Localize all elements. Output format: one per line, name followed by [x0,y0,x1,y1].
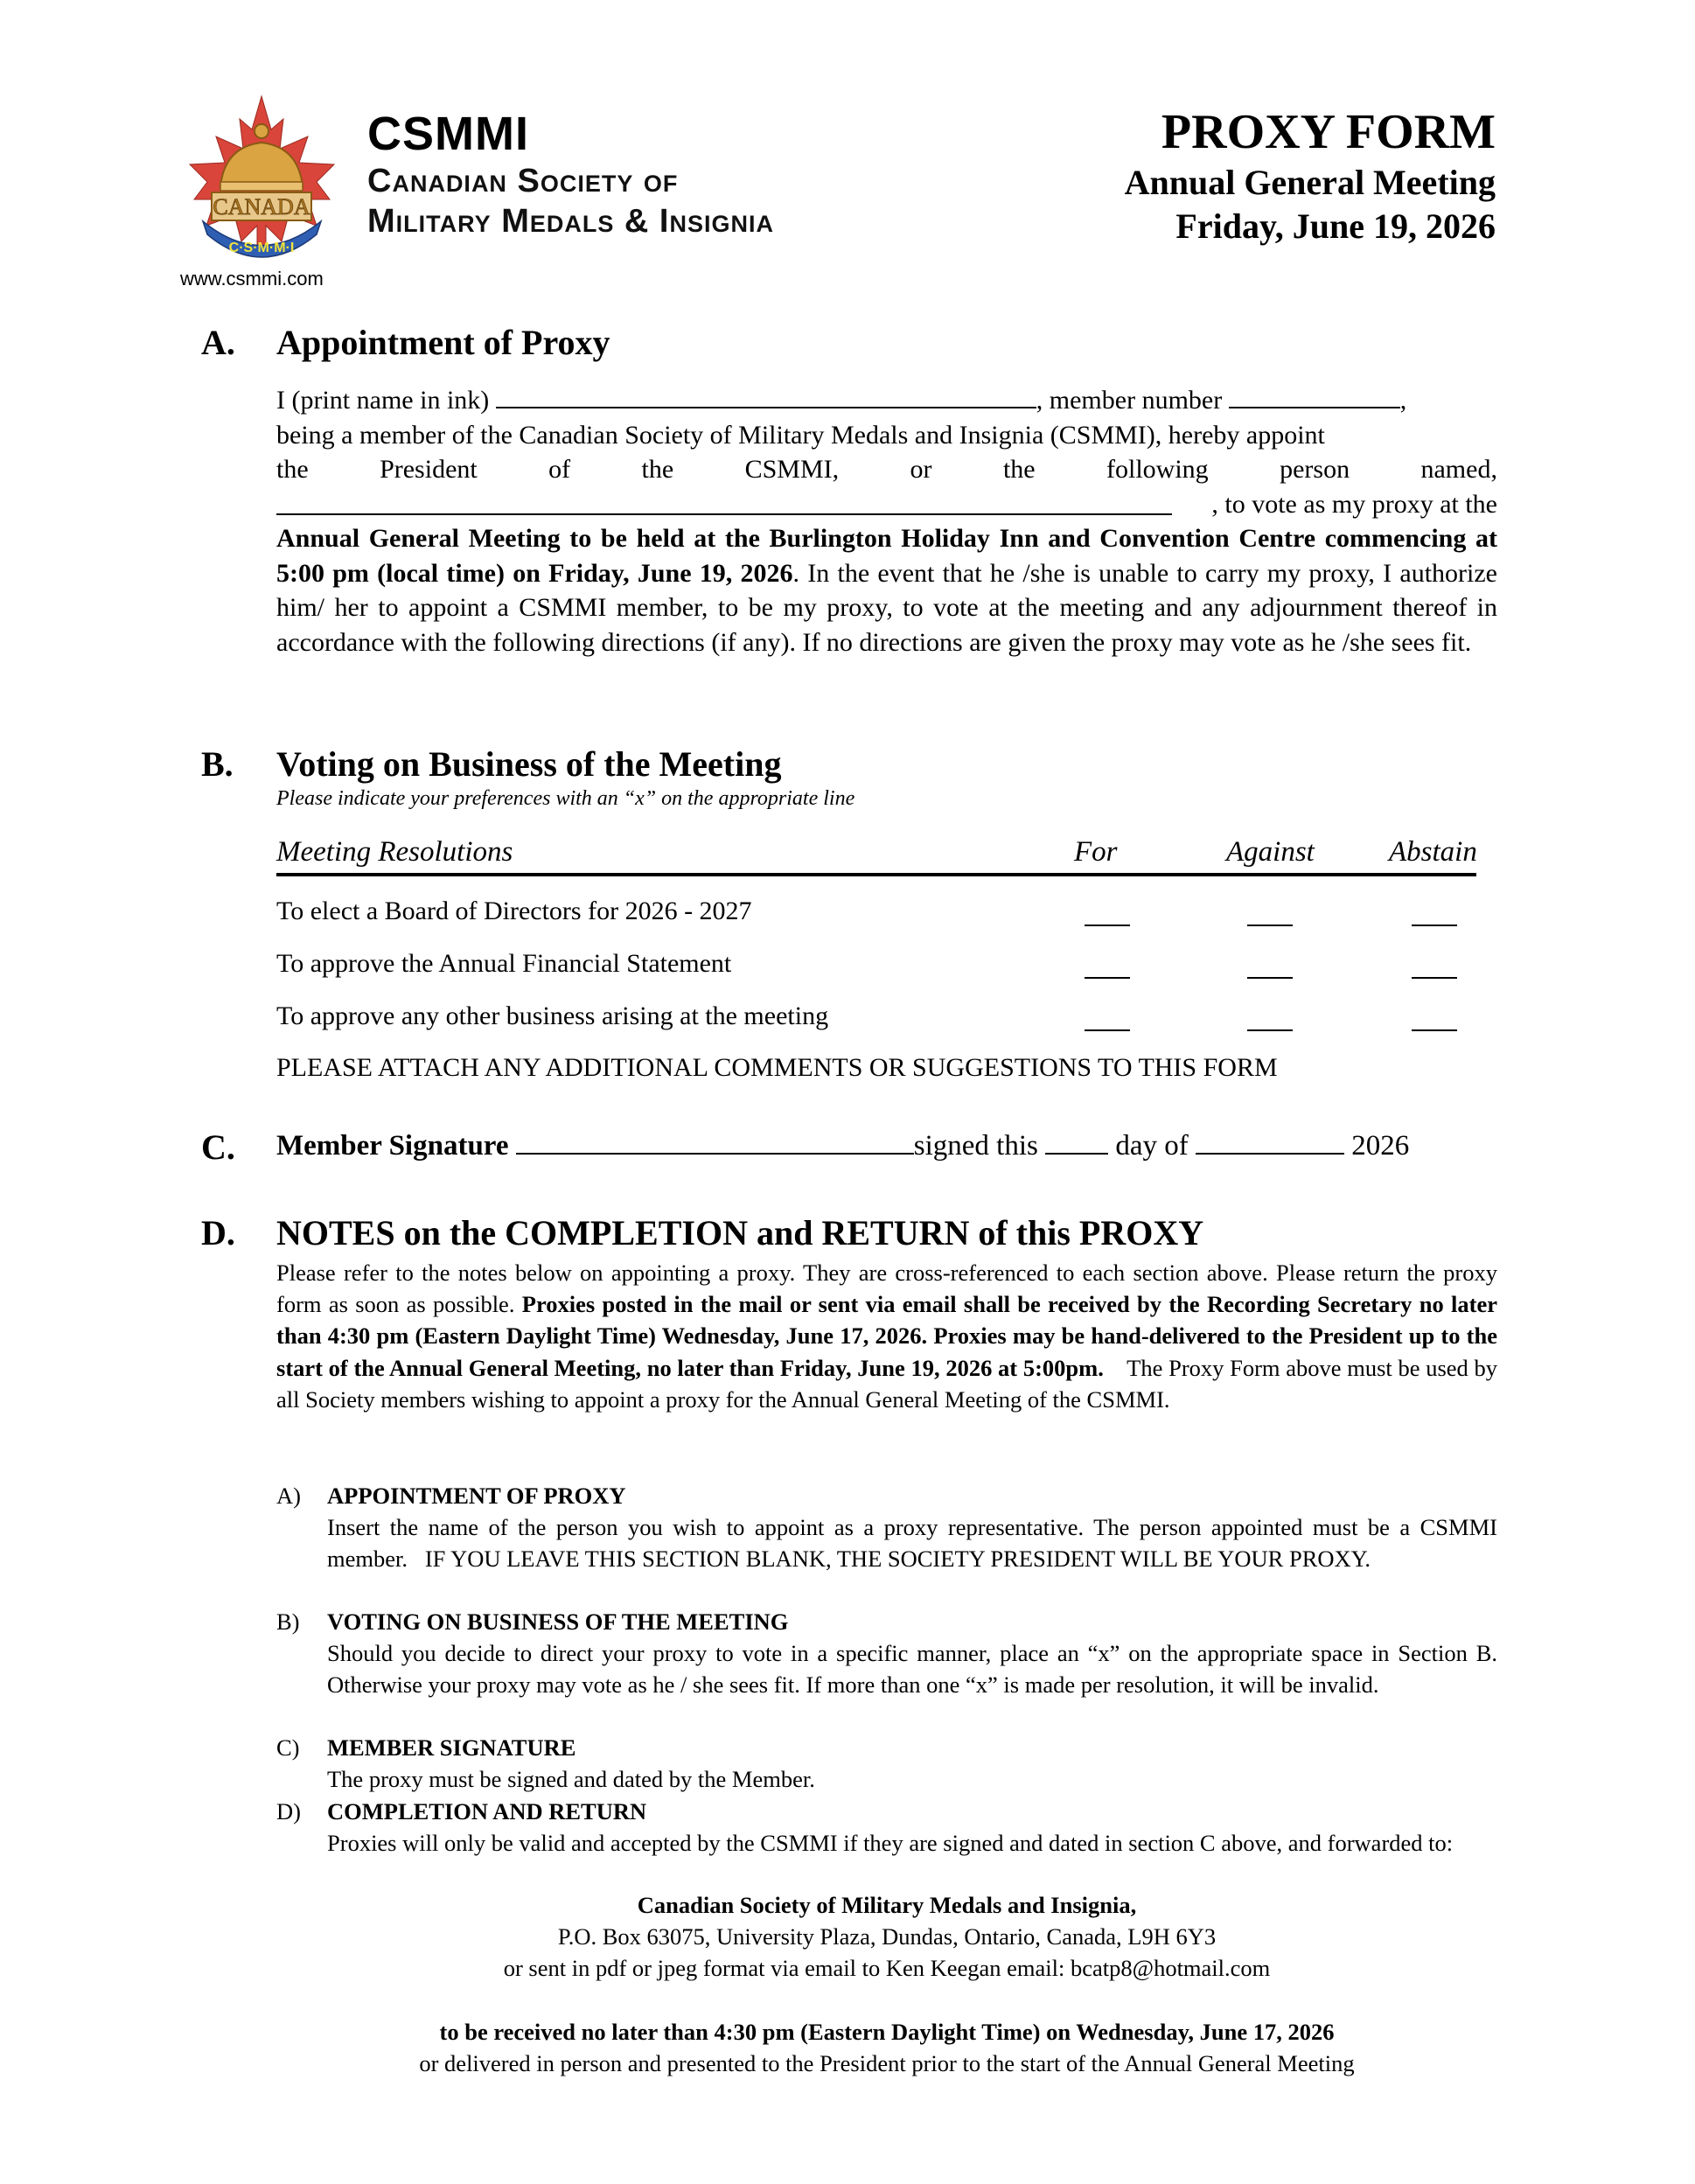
note-text: The proxy must be signed and dated by the Member. [327,1766,815,1792]
appointment-paragraph [276,521,1497,659]
word: of [548,455,571,484]
notes-intro-text: Please refer to the notes below on appointing a proxy. They are cross-referenced to each section above. Please return the proxy form as soon as possible. [276,1259,1497,1318]
day-of-label: day of [1115,1130,1189,1162]
deadline-text: to be received no later than 4:30 pm (Eastern Daylight Time) on Wednesday, June 17, 2026 [439,2019,1335,2045]
note-heading: VOTING ON BUSINESS OF THE MEETING [327,1608,789,1635]
resolution-label: To approve the Annual Financial Statement [276,949,732,978]
vote-abstain-field[interactable] [1412,1029,1457,1031]
meeting-date: Friday, June 19, 2026 [1175,206,1496,246]
note-heading: APPOINTMENT OF PROXY [327,1483,626,1509]
note-letter: D) [276,1798,301,1825]
resolution-label: To elect a Board of Directors for 2026 - 2027 [276,897,752,925]
address-po-box: P.O. Box 63075, University Plaza, Dundas, Ontario, Canada, L9H 6Y3 [557,1923,1217,1950]
note-letter: A) [276,1483,301,1509]
word: the [1002,455,1036,484]
note-member-signature [276,1732,1497,1795]
section-b-title: Voting on Business of the Meeting [276,744,782,784]
print-name-label: I (print name in ink) [276,386,490,415]
member-number-field[interactable] [1229,387,1400,408]
member-number-label: , member number [1036,386,1223,415]
vote-against-field[interactable] [1247,977,1293,979]
vote-against-field[interactable] [1247,925,1293,926]
maple-leaf-crown-emblem [185,94,338,269]
appointment-line-2: being a member of the Canadian Society of Military Medals and Insignia (CSMMI), hereby appoint [276,420,1325,450]
section-d-letter: D. [201,1213,235,1252]
word: following [1106,455,1209,484]
appointment-line-1 [276,383,1497,418]
section-a-body [276,383,1497,659]
vote-for-field[interactable] [1085,1029,1130,1031]
signature-line [276,1130,1409,1162]
in-person-text: or delivered in person and presented to the President prior to the start of the Annual General Meeting [419,2050,1355,2077]
svg-text:CANADA: CANADA [213,194,310,220]
appointment-line-3 [276,452,1497,487]
word: named, [1420,455,1497,484]
note-heading: COMPLETION AND RETURN [327,1798,647,1825]
word: the [641,455,674,484]
vote-against-field[interactable] [1247,1029,1293,1031]
word: or [910,455,932,484]
note-heading: MEMBER SIGNATURE [327,1734,576,1761]
website-link[interactable]: www.csmmi.com [180,268,324,290]
word: the [276,455,309,484]
vote-for-field[interactable] [1085,977,1130,979]
resolution-label: To approve any other business arising at the meeting [276,1001,829,1030]
note-letter: B) [276,1608,300,1635]
notes-deadline-bold: Proxies posted in the mail or sent via email shall be received by the Recording Secretary no later than 4:30 pm (Eastern Daylight Time) Wednesday, June 17, 2026. Proxies may be hand-delivered to the President up to the start of the Annual General Meeting, no later than Friday, June 19, 2026 at 5:00pm. [276,1291,1497,1381]
return-deadline [276,2016,1497,2079]
col-against: Against [1226,836,1315,868]
resolution-row [276,949,1476,984]
voting-table-header [276,836,1476,876]
line-1-comma: , [1399,386,1407,415]
form-header [1125,103,1496,248]
word: CSMMI, [744,455,840,484]
section-d-title: NOTES on the COMPLETION and RETURN of this PROXY [276,1213,1204,1252]
mailing-address [276,1889,1497,1985]
note-completion-return [276,1796,1497,1890]
resolution-row [276,897,1476,932]
section-a-title: Appointment of Proxy [276,323,610,362]
member-signature-label: Member Signature [276,1130,509,1162]
address-org: Canadian Society of Military Medals and Insignia, [637,1892,1137,1918]
col-meeting-resolutions: Meeting Resolutions [276,836,513,868]
org-brand [367,107,774,241]
proxy-conditions-text: . In the event that he /she is unable to carry my proxy, I authorize him/ her to appoint a CSMMI member, to be my proxy, to vote at the meeting and any adjournment thereof in accordance with the following directions (if any). If no directions are given the proxy may vote as he /she sees fit. [276,558,1497,657]
attach-comments-note: PLEASE ATTACH ANY ADDITIONAL COMMENTS OR SUGGESTIONS TO THIS FORM [276,1053,1278,1082]
vote-abstain-field[interactable] [1412,977,1457,979]
notes-intro [276,1257,1497,1415]
csmmi-logo [185,94,338,269]
word: person [1280,455,1350,484]
note-text: Proxies will only be valid and accepted by the CSMMI if they are signed and dated in section C above, and forwarded to: [327,1830,1454,1856]
appointment-line-4 [276,487,1497,522]
notes-usage-text: The Proxy Form above must be used by all Society members wishing to appoint a proxy for the Annual General Meeting of the CSMMI. [276,1354,1497,1413]
section-c-letter: C. [201,1127,235,1167]
signed-this-label: signed this [913,1130,1038,1162]
section-b-subtitle: Please indicate your preferences with an “x” on the appropriate line [276,787,855,810]
note-text: Insert the name of the person you wish to appoint as a proxy representative. The person appointed must be a CSMMI member. IF YOU LEAVE THIS SECTION BLANK, THE SOCIETY PRESIDENT WILL BE YOUR PROXY. [327,1514,1497,1573]
note-text: Should you decide to direct your proxy to vote in a specific manner, place an “x” on the appropriate space in Section B. Otherwise your proxy may vote as he / she sees fit. If more than one “x” is made per resolution, it will be invalid. [327,1640,1497,1699]
svg-text:C·S·M·M·I: C·S·M·M·I [228,241,295,255]
day-field[interactable] [1045,1134,1108,1155]
vote-as-proxy-text: , to vote as my proxy at the [1211,489,1497,519]
address-email-line[interactable]: or sent in pdf or jpeg format via email to Ken Keegan email: bcatp8@hotmail.com [503,1955,1271,1982]
proxy-name-field[interactable] [276,494,1172,515]
word: President [380,455,478,484]
org-acronym: CSMMI [367,108,529,160]
vote-abstain-field[interactable] [1412,925,1457,926]
month-field[interactable] [1196,1134,1344,1155]
col-for: For [1074,836,1118,868]
signature-year: 2026 [1351,1130,1410,1162]
meeting-name: Annual General Meeting [1124,163,1496,202]
org-name-line-2: Military Medals & Insignia [367,203,774,240]
note-voting [276,1606,1497,1732]
note-letter: C) [276,1734,300,1761]
print-name-field[interactable] [496,387,1036,408]
col-abstain: Abstain [1389,836,1477,868]
form-title: PROXY FORM [1161,105,1496,159]
vote-for-field[interactable] [1085,925,1130,926]
meeting-details-bold: Annual General Meeting to be held at the Burlington Holiday Inn and Convention Centre commencing at 5:00 pm (local time) on Friday, June 19, 2026 [276,524,1497,588]
note-appointment-of-proxy [276,1480,1497,1606]
signature-field[interactable] [516,1134,914,1155]
section-a-letter: A. [201,323,235,362]
org-name-line-1: Canadian Society of [367,163,679,199]
resolution-row [276,1001,1476,1036]
section-b-letter: B. [201,744,234,784]
